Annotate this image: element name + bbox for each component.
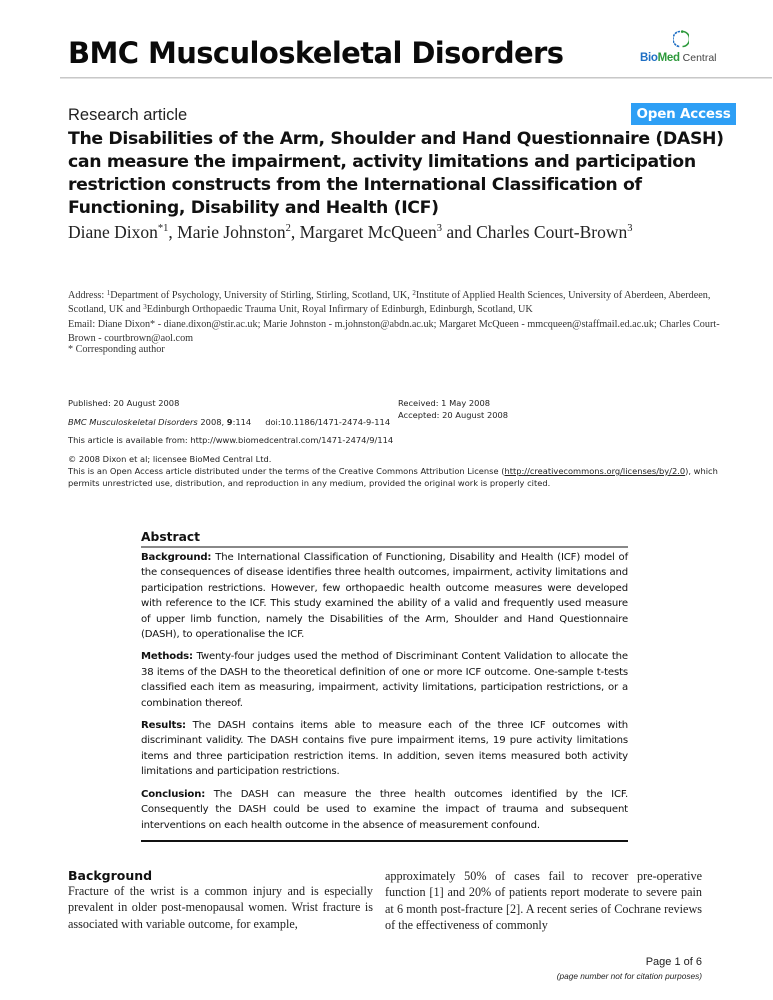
author-name[interactable]: Diane Dixon — [68, 222, 158, 242]
citation-doi[interactable]: doi:10.1186/1471-2474-9-114 — [265, 417, 391, 427]
affiliation-number: 3 — [143, 302, 147, 311]
publisher-logo[interactable] — [640, 30, 720, 74]
affiliation-text: Institute of Applied Health Sciences, University of Aberdeen, Aberdeen, Scotland, UK and — [68, 290, 711, 315]
citation-volume: 9 — [226, 417, 233, 427]
corresponding-author-note: * Corresponding author — [68, 344, 165, 355]
copyright-notice: © 2008 Dixon et al; licensee BioMed Central Ltd. — [68, 454, 272, 464]
logo-central: Central — [679, 52, 717, 64]
section-text: The DASH contains items able to measure each of the three ICF outcomes with discriminant validity. The DASH contains five pure impairment items, 19 pure activity limitations items and three participation restriction items. In addition, seven items measured both activity limitations and participation restrictions. — [141, 720, 628, 778]
section-label: Results: — [141, 720, 186, 732]
author-separator: , — [168, 222, 178, 242]
body-column-right: approximately 50% of cases fail to recover pre-operative function [1] and 20% of patients report moderate to severe pain at 6 month post-fracture [2]. A recent series of Cochrane reviews of the effectiveness of commonly — [385, 869, 702, 932]
address-label: Address: — [68, 290, 107, 301]
author-affiliation: 3 — [436, 223, 443, 234]
author-emails[interactable]: Email: Diane Dixon* - diane.dixon@stir.ac.uk; Marie Johnston - m.johnston@abdn.ac.uk; Margaret McQueen - mmcqueen@staffmail.ed.ac.uk; Charles Court-Brown - courtbrown@aol.com — [68, 319, 720, 344]
author-addresses — [68, 289, 728, 316]
affiliation-text: Edinburgh Orthopaedic Trauma Unit, Royal Infirmary of Edinburgh, Edinburgh, Scotland, UK — [146, 303, 533, 315]
citation-journal: BMC Musculoskeletal Disorders — [68, 417, 198, 427]
abstract-conclusion — [141, 787, 628, 833]
citation-pages: :114 — [232, 417, 252, 427]
license-text: This is an Open Access article distributed under the terms of the Creative Commons Attribution License ( — [68, 466, 505, 476]
section-label: Conclusion: — [141, 788, 206, 800]
license-link[interactable]: http://creativecommons.org/licenses/by/2.0 — [504, 466, 686, 476]
author-separator: , — [290, 222, 300, 242]
section-heading-background: Background — [68, 868, 153, 883]
abstract-heading: Abstract — [141, 530, 628, 548]
article-url[interactable]: This article is available from: http://www.biomedcentral.com/1471-2474/9/114 — [68, 435, 394, 445]
abstract-bottom-rule — [141, 840, 628, 842]
affiliation-number: 2 — [412, 289, 416, 297]
author-affiliation: 3 — [627, 223, 633, 234]
author-name[interactable]: Margaret McQueen — [299, 222, 437, 242]
affiliation-number: 1 — [106, 289, 111, 297]
journal-title: BMC Musculoskeletal Disorders — [68, 36, 564, 70]
section-text: The International Classification of Functioning, Disability and Health (ICF) model of the consequences of disease identifies three health outcomes, impairment, activity limitations and participation restrictions. However, few orthopaedic health outcome measures were developed with reference to the ICF. This study examined the ability of a valid and frequently used measure of upper limb function, namely the Disabilities of the Arm, Shoulder and Hand Questionnaire (DASH), to operationalise the ICF. — [141, 552, 628, 641]
logo-bio: Bio — [640, 52, 658, 64]
author-list — [68, 220, 748, 244]
abstract-background — [141, 550, 628, 642]
published-date: Published: 20 August 2008 — [68, 398, 180, 408]
author-affiliation: 2 — [285, 223, 291, 234]
abstract-box — [141, 530, 628, 842]
received-date: Received: 1 May 2008 — [398, 398, 491, 408]
author-name[interactable]: Marie Johnston — [177, 222, 286, 242]
accepted-date: Accepted: 20 August 2008 — [398, 410, 509, 420]
license-notice — [68, 465, 748, 489]
section-label: Methods: — [141, 651, 193, 663]
section-text: The DASH can measure the three health outcomes identified by the ICF. Consequently the DASH could be used to examine the impact of trauma and subsequent interventions on each health outcome in the absence of measurement confound. — [141, 788, 628, 831]
author-affiliation: *1 — [157, 223, 169, 234]
page-number: Page 1 of 6 — [645, 956, 702, 968]
abstract-methods — [141, 649, 628, 711]
body-column-left: Fracture of the wrist is a common injury and is especially prevalent in older post-menopausal women. Wrist fracture is associated with variable outcome, for example, — [68, 884, 373, 931]
section-label: Background: — [141, 552, 212, 563]
author-separator: and — [442, 222, 477, 242]
abstract-results — [141, 718, 628, 780]
open-access-badge: Open Access — [631, 103, 736, 125]
citation-line — [68, 416, 390, 428]
section-text: Twenty-four judges used the method of Discriminant Content Validation to allocate the 38 items of the DASH to the theoretical definition of one or more ICF outcome. One-sample t-tests classified each item as measuring, impairment, activity limitations, participation restrictions, or a combination thereof. — [141, 651, 628, 709]
header-divider — [60, 77, 772, 79]
license-text: ), which permits unrestricted use, distribution, and reproduction in any medium, provided the original work is properly cited. — [68, 466, 718, 488]
affiliation-text: Department of Psychology, University of Stirling, Stirling, Scotland, UK, — [110, 290, 413, 301]
article-type: Research article — [68, 106, 188, 124]
citation-year: 2008, — [197, 417, 227, 427]
biomed-ring-icon — [673, 30, 689, 48]
publisher-logo-text — [640, 52, 717, 64]
article-title: The Disabilities of the Arm, Shoulder and Hand Questionnaire (DASH) can measure the impairment, activity limitations and participation restriction constructs from the International Classification of Functioning, Disability and Health (ICF) — [68, 129, 724, 218]
author-name[interactable]: Charles Court-Brown — [476, 222, 628, 242]
logo-med: Med — [657, 52, 680, 64]
page-number-note: (page number not for citation purposes) — [556, 971, 702, 981]
